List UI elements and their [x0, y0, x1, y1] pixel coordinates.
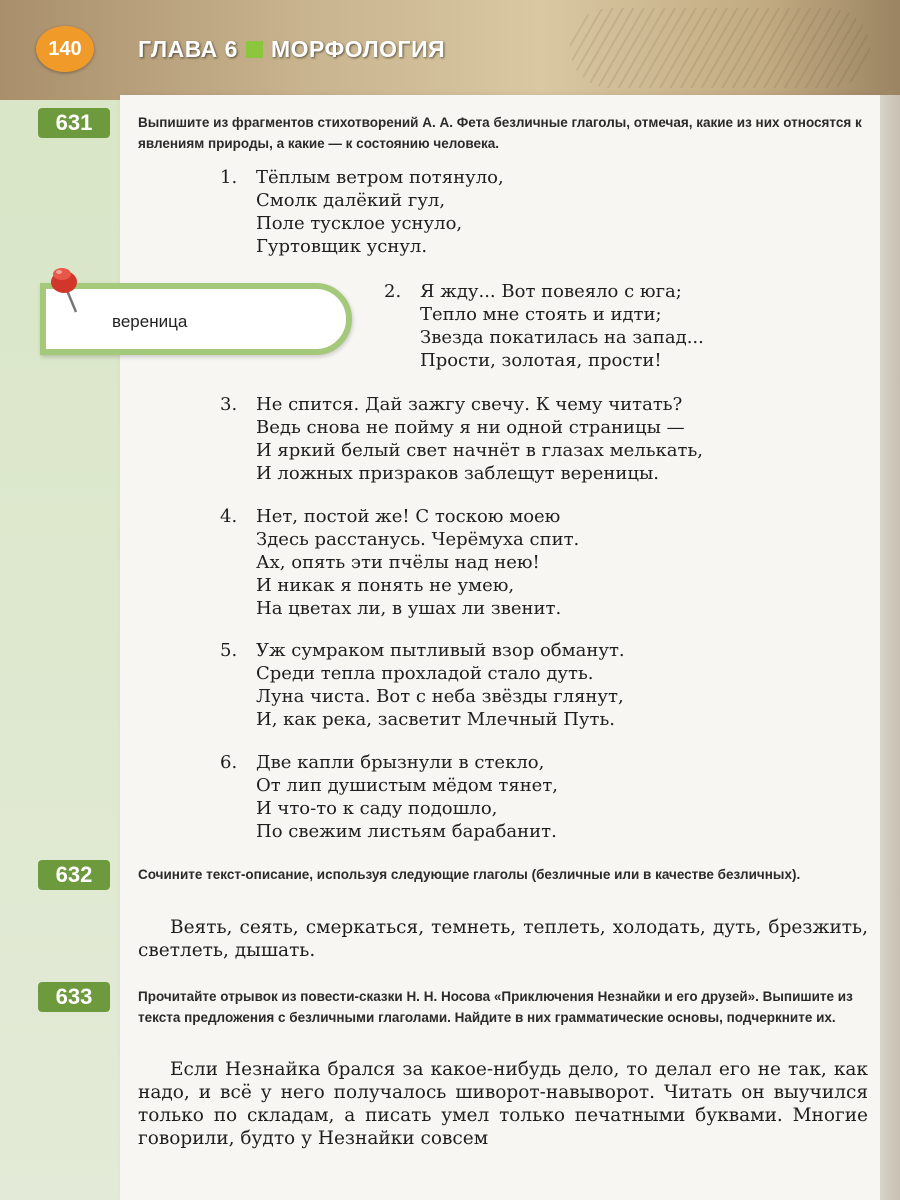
chapter-title [138, 36, 445, 63]
poem-line: Две капли брызнули в стекло, [256, 752, 545, 773]
poem-line: Прости, золотая, прости! [420, 350, 662, 371]
poem-line: И что-то к саду подошло, [256, 798, 498, 819]
poem-line: Смолк далёкий гул, [256, 190, 446, 211]
header-banner [0, 0, 900, 100]
poem-number: 4. [220, 506, 238, 527]
poem-number: 1. [220, 167, 238, 188]
poem-line: По свежим листьям барабанит. [256, 821, 557, 842]
poem-line: На цветах ли, в ушах ли звенит. [256, 598, 562, 619]
poem-line: Тёплым ветром потянуло, [256, 167, 504, 188]
square-bullet-icon [246, 41, 263, 58]
poem-number: 2. [384, 281, 402, 302]
poem-2 [384, 280, 864, 372]
poem-line: Нет, постой же! С тоскою моею [256, 506, 561, 527]
poem-line: Не спится. Дай зажгу свечу. К чему читать? [256, 394, 683, 415]
poem-line: Поле тусклое уснуло, [256, 213, 463, 234]
poem-line: Звезда покатилась на запад... [420, 327, 704, 348]
poem-line: Уж сумраком пытливый взор обманут. [256, 640, 625, 661]
vocabulary-word: вереница [112, 312, 188, 331]
page-edge [880, 95, 900, 1200]
exercise-number-632: 632 [38, 860, 110, 890]
exercise-number-631: 631 [38, 108, 110, 138]
section-label: МОРФОЛОГИЯ [270, 36, 446, 62]
poem-line: И яркий белый свет начнёт в глазах мелькать, [256, 440, 703, 461]
poem-line: Здесь расстанусь. Черёмуха спит. [256, 529, 580, 550]
poem-line: Луна чиста. Вот с неба звёзды глянут, [256, 686, 624, 707]
poem-line: Ведь снова не пойму я ни одной страницы — [256, 417, 685, 438]
exercise-number-633: 633 [38, 982, 110, 1012]
poem-number: 3. [220, 394, 238, 415]
poem-line: Гуртовщик уснул. [256, 236, 428, 257]
poem-line: Ах, опять эти пчёлы над нею! [256, 552, 540, 573]
poem-line: Я жду... Вот повеяло с юга; [420, 281, 682, 302]
poem-line: И ложных призраков заблещут вереницы. [256, 463, 660, 484]
pushpin-icon [46, 262, 90, 316]
poem-3 [220, 393, 860, 485]
poem-line: От лип душистым мёдом тянет, [256, 775, 559, 796]
poem-number: 6. [220, 752, 238, 773]
exercise-633-text: Если Незнайка брался за какое-нибудь дело, то делал его не так, как надо, и всё у него получалось шиворот-навыворот. Читать он выучился только по складам, а писать умел только печатными буквами. Многие говорили, будто у Незнайки совсем [138, 1059, 868, 1149]
poem-number: 5. [220, 640, 238, 661]
exercise-632-verbs: Веять, сеять, смеркаться, темнеть, теплеть, холодать, дуть, брезжить, светлеть, дышать. [138, 917, 868, 961]
exercise-631-task: Выпишите из фрагментов стихотворений А. А. Фета безличные глаголы, отмечая, какие из них относятся к явлениям природы, а какие — к состоянию человека. [138, 115, 862, 151]
poem-line: И никак я понять не умею, [256, 575, 515, 596]
poem-line: И, как река, засветит Млечный Путь. [256, 709, 615, 730]
poem-line: Тепло мне стоять и идти; [420, 304, 662, 325]
poem-6 [220, 751, 860, 843]
exercise-633-task: Прочитайте отрывок из повести-сказки Н. Н. Носова «Приключения Незнайки и его друзей». Выпишите из текста предложения с безличными глаголами. Найдите в них грамматические основы, подчеркните их. [138, 989, 853, 1025]
poem-line: Среди тепла прохладой стало дуть. [256, 663, 594, 684]
poem-1 [220, 166, 860, 258]
decorative-illustration [570, 8, 870, 88]
page-number: 140 [36, 26, 94, 72]
poem-5 [220, 639, 860, 731]
poem-4 [220, 505, 860, 620]
exercise-632-task: Сочините текст-описание, используя следующие глаголы (безличные или в качестве безличных). [138, 867, 801, 882]
chapter-label: ГЛАВА 6 [138, 36, 238, 62]
